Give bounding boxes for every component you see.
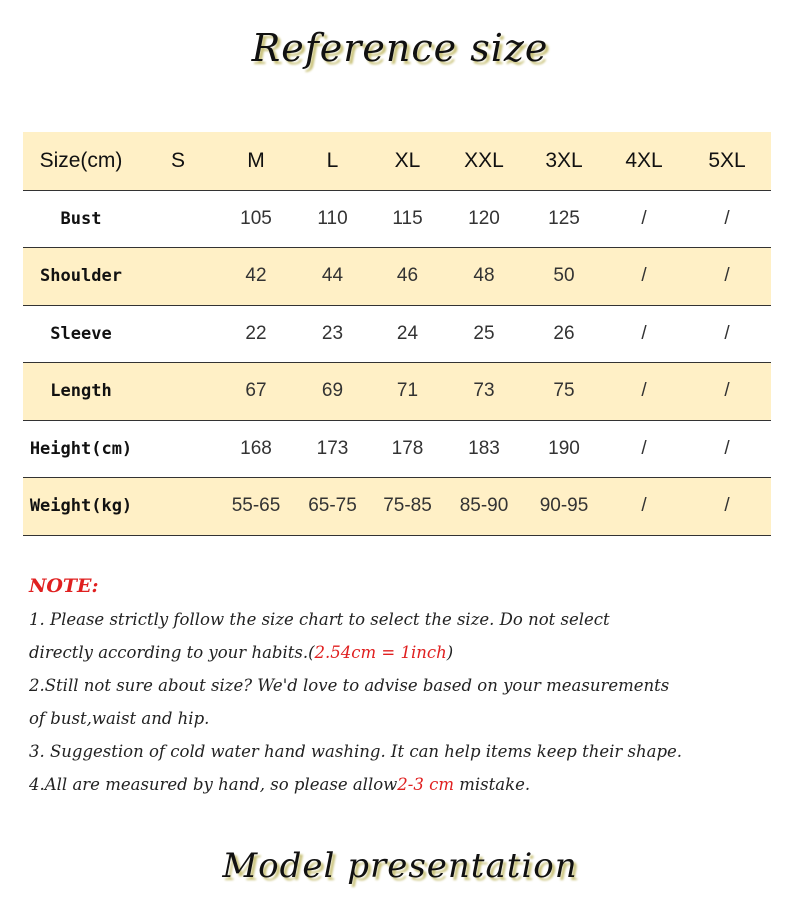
note-line-5: 3. Suggestion of cold water hand washing. It can help items keep their shape. bbox=[29, 742, 683, 761]
size-cell: 67 bbox=[245, 380, 267, 402]
size-cell: 71 bbox=[396, 380, 419, 402]
size-cell: / bbox=[724, 495, 730, 517]
note-highlight: 2-3 cm bbox=[397, 775, 454, 794]
size-cell: 125 bbox=[548, 207, 580, 229]
size-cell: 115 bbox=[392, 207, 423, 229]
size-cell: 48 bbox=[473, 265, 495, 287]
size-cell: / bbox=[724, 322, 730, 344]
row-label: Weight(kg) bbox=[29, 496, 133, 517]
row-label: Shoulder bbox=[40, 266, 122, 287]
size-cell: 24 bbox=[396, 322, 419, 344]
reference-size-title: Reference size bbox=[251, 26, 549, 70]
size-cell: / bbox=[641, 495, 647, 517]
size-header-cell: 3XL bbox=[545, 148, 583, 172]
size-row-bust bbox=[23, 190, 771, 248]
size-header-cell: XXL bbox=[464, 148, 504, 172]
note-text: ) bbox=[446, 643, 454, 662]
model-presentation-title: Model presentation bbox=[222, 846, 578, 886]
size-row-sleeve bbox=[23, 305, 771, 363]
note-text: mistake. bbox=[453, 775, 531, 794]
size-cell: / bbox=[641, 207, 647, 229]
note-line-2 bbox=[29, 636, 779, 669]
size-header-cell: S bbox=[170, 148, 185, 172]
size-cell bbox=[139, 305, 217, 363]
size-cell bbox=[139, 478, 217, 536]
size-cell: / bbox=[641, 437, 647, 459]
size-cell: 110 bbox=[317, 207, 348, 229]
note-line-1: 1. Please strictly follow the size chart to select the size. Do not select bbox=[29, 610, 610, 629]
size-cell: 46 bbox=[396, 265, 419, 287]
size-cell bbox=[139, 420, 217, 478]
size-header-cell: 4XL bbox=[625, 148, 663, 172]
size-header-row bbox=[23, 132, 771, 190]
size-header-cell: M bbox=[247, 148, 265, 172]
size-header-cell: L bbox=[326, 148, 339, 172]
size-cell: 75-85 bbox=[383, 495, 432, 517]
note-text: 4.All are measured by hand, so please allow bbox=[29, 775, 398, 794]
size-cell: 75 bbox=[553, 380, 575, 402]
size-cell: 42 bbox=[245, 265, 267, 287]
note-heading: NOTE: bbox=[29, 575, 99, 597]
row-label: Bust bbox=[60, 208, 102, 229]
size-cell: 50 bbox=[553, 265, 575, 287]
size-cell bbox=[139, 248, 217, 306]
size-chart-table bbox=[23, 132, 771, 536]
size-cell: 73 bbox=[473, 380, 495, 402]
size-cell: 65-75 bbox=[308, 495, 357, 517]
size-cell: / bbox=[724, 437, 730, 459]
size-cell: 183 bbox=[468, 437, 500, 459]
size-cell: 168 bbox=[240, 437, 272, 459]
size-cell: / bbox=[641, 380, 647, 402]
size-header-cell: 5XL bbox=[708, 148, 746, 172]
size-cell: 90-95 bbox=[539, 495, 589, 517]
size-cell: / bbox=[641, 322, 647, 344]
size-cell: / bbox=[724, 265, 730, 287]
size-cell: / bbox=[724, 207, 730, 229]
size-cell: / bbox=[724, 380, 730, 402]
note-highlight: 2.54cm = 1inch bbox=[314, 643, 447, 662]
size-cell: 120 bbox=[468, 207, 500, 229]
size-row-weight bbox=[23, 478, 771, 536]
size-cell: 178 bbox=[391, 437, 424, 459]
note-line-4: of bust,waist and hip. bbox=[29, 709, 210, 728]
row-label: Height(cm) bbox=[29, 438, 133, 459]
size-cell bbox=[139, 190, 217, 248]
size-cell: 26 bbox=[553, 322, 575, 344]
size-cell: 55-65 bbox=[231, 495, 281, 517]
size-header-label: Size(cm) bbox=[39, 148, 123, 172]
note-text: directly according to your habits.( bbox=[29, 643, 315, 662]
size-header-cell: XL bbox=[394, 148, 421, 172]
size-cell: / bbox=[641, 265, 647, 287]
note-line-6 bbox=[29, 768, 779, 801]
row-label: Length bbox=[50, 381, 112, 402]
size-cell: 69 bbox=[321, 380, 344, 402]
size-row-height bbox=[23, 420, 771, 478]
notes-section bbox=[29, 570, 779, 801]
size-cell: 23 bbox=[321, 322, 344, 344]
size-cell: 44 bbox=[321, 265, 344, 287]
size-cell: 190 bbox=[548, 437, 580, 459]
size-cell: 105 bbox=[240, 207, 272, 229]
size-cell: 25 bbox=[473, 322, 495, 344]
row-label: Sleeve bbox=[50, 323, 112, 344]
size-row-length bbox=[23, 363, 771, 421]
size-cell: 173 bbox=[316, 437, 349, 459]
size-cell bbox=[139, 363, 217, 421]
note-line-3: 2.Still not sure about size? We'd love to advise based on your measurements bbox=[29, 676, 670, 695]
size-cell: 22 bbox=[245, 322, 267, 344]
size-cell: 85-90 bbox=[459, 495, 509, 517]
size-row-shoulder bbox=[23, 248, 771, 306]
